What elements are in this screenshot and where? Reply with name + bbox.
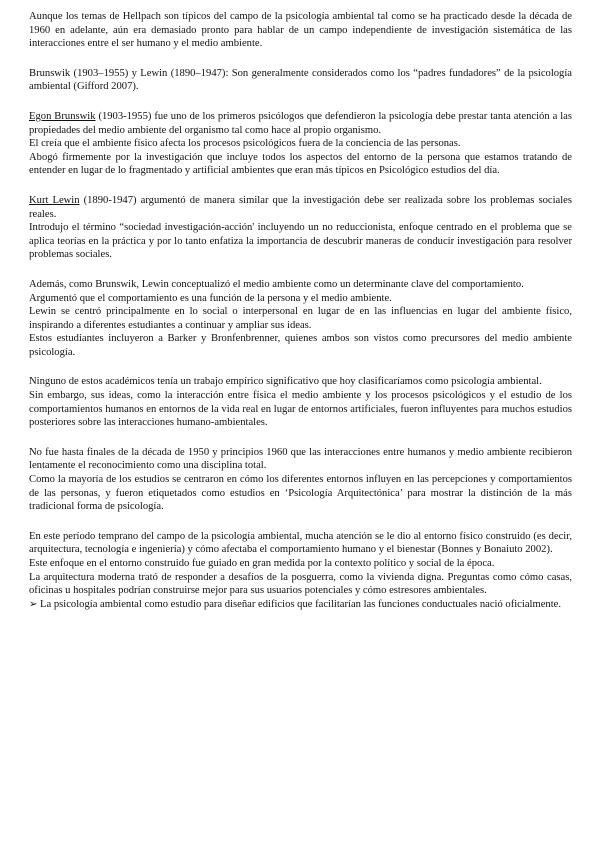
paragraph-lewin — [29, 194, 572, 262]
lewin-line-2: Introdujo el término “sociedad investigación-acción' incluyendo un no reduccionista, enfoque centrado en el problema que se aplica teorías en la práctica y por lo tanto enfatiza la importancia de descubrir maneras de conducir investigación para resolver problemas sociales. — [29, 222, 572, 261]
built-line-4 — [29, 598, 572, 612]
brunswik-line-3: Abogó firmemente por la investigación que incluye todos los aspectos del entorno de la persona que estamos tratando de entender en lugar de lo fragmentado y artificial ambientes que eran más típicos en Psicológico estudios del día. — [29, 151, 572, 177]
paragraph-empirical — [29, 375, 572, 429]
paragraph-founders: Brunswik (1903–1955) y Lewin (1890–1947): Son generalmente considerados como los “padres fundadores” de la psicología ambiental (Gifford 2007). — [29, 67, 572, 93]
environment-line-1: Además, como Brunswik, Lewin conceptualizó el medio ambiente como un determinante clave del comportamiento. — [29, 278, 524, 290]
paragraph-lewin-environment — [29, 278, 572, 360]
brunswik-line-1 — [29, 110, 572, 137]
environment-line-4: Estos estudiantes incluyeron a Barker y Bronfenbrenner, quienes ambos son vistos como precursores del medio ambiente psicología. — [29, 333, 572, 358]
environment-line-2: Argumentó que el comportamiento es una función de la persona y el medio ambiente. — [29, 292, 392, 304]
decade-line-1: No fue hasta finales de la década de 1950 y principios 1960 que las interacciones entre humanos y medio ambiente recibieron lentamente el reconocimiento como una disciplina total. — [29, 446, 572, 472]
brunswik-text-1: (1903-1955) fue uno de los primeros psicólogos que defendieron la psicología debe prestar tanta atención a las propiedades del medio ambiente del organismo tal como hace al propio organismo. — [29, 110, 572, 136]
empirical-line-1: Ninguno de estos académicos tenía un trabajo empírico significativo que hoy clasificaríamos como psicología ambiental. — [29, 376, 542, 388]
paragraph-hellpach: Aunque los temas de Hellpach son típicos del campo de la psicología ambiental tal como se ha practicado desde la década de 1960 en adelante, aún era demasiado pronto para hablar de un campo independiente de investigación sistemática de las interacciones entre el ser humano y el medio ambiente. — [29, 11, 572, 50]
empirical-line-2: Sin embargo, sus ideas, como la interacción entre física el medio ambiente y los procesos psicológicos y el estudio de los comportamientos humanos en entornos de la vida real en lugar de entornos artificiales, fueron influyentes para muchos estudios posteriores sobre las interacciones humano-ambientales. — [29, 390, 572, 429]
paragraph-built-environment — [29, 530, 572, 612]
built-line-2: Este enfoque en el entorno construido fue guiado en gran medida por la contexto político y social de la época. — [29, 558, 495, 569]
paragraph-1950s — [29, 446, 572, 514]
built-text-4: La psicología ambiental como estudio para diseñar edificios que facilitarían las funciones conductuales nació oficialmente. — [37, 598, 562, 610]
name-egon-brunswik: Egon Brunswik — [29, 110, 96, 122]
arrow-bullet-icon: ➢ — [29, 598, 38, 610]
environment-line-3: Lewin se centró principalmente en lo social o interpersonal en lugar de en las influencias en lugar del ambiente físico, inspirando a diferentes estudiantes a continuar y ampliar sus ideas. — [29, 306, 572, 331]
paragraph-brunswik — [29, 110, 572, 178]
name-kurt-lewin: Kurt Lewin — [29, 194, 80, 206]
built-line-3: La arquitectura moderna trató de responder a desafíos de la posguerra, como la vivienda digna. Preguntas como cómo casas, oficinas u hospitales podrían construirse mejor para sus usuarios potenciales y cómo estresores ambientales. — [29, 571, 572, 597]
brunswik-line-2: El creía que el ambiente físico afecta los procesos psicológicos fuera de la conciencia de las personas. — [29, 138, 461, 150]
decade-line-2: Como la mayoría de los estudios se centraron en cómo los diferentes entornos influyen en las percepciones y comportamientos de las personas, y fueron etiquetados como estudios en ‘Psicología Arquitectónica’ para mostrar la distinción de la más tradicional forma de psicología. — [29, 474, 572, 513]
lewin-text-1: (1890-1947) argumentó de manera similar que la investigación debe ser realizada sobre los problemas sociales reales. — [29, 194, 572, 220]
lewin-line-1 — [29, 194, 572, 221]
built-line-1: En este período temprano del campo de la psicología ambiental, mucha atención se le dio al entorno físico construido (es decir, arquitectura, tecnología e ingeniería) y cómo afectaba el comportamiento humano y el bienestar (Bonnes y Bonaiuto 2002). — [29, 530, 572, 556]
